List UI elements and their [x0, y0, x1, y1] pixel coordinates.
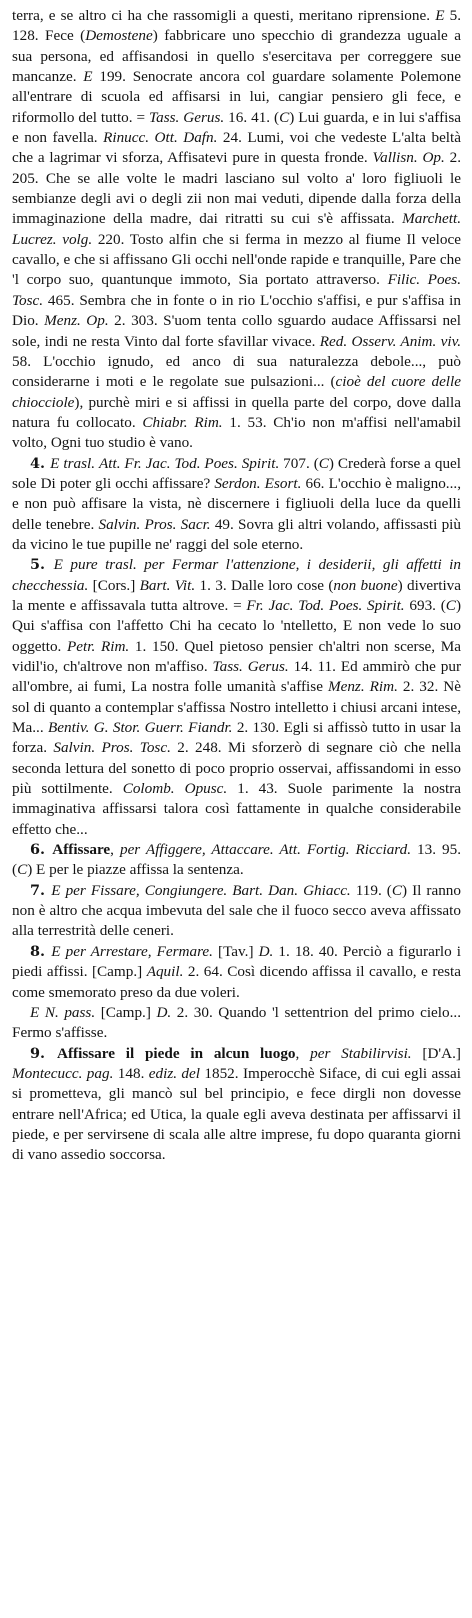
text-run: 2. 205. Che se alle volte le madri lasciano sul volto a' loro figliuoli le sembianze degli avi o degli zii non mai veduti, dipende dalla forza della immaginazione della madre, dai ritratti su cui s'è affissata. — [12, 149, 461, 228]
italic-text: D. — [156, 1003, 172, 1021]
italic-text: Petr. Rim. — [67, 637, 130, 655]
headword: Affissare il piede in alcun luogo — [57, 1044, 296, 1062]
italic-text: Menz. Op. — [44, 312, 109, 330]
italic-text: C — [318, 454, 329, 472]
text-run: 2. 248. Mi sforzerò di segnare ciò che nella seconda lettura del sonetto di poco proprio osservai, affissandomi in esso più sottilmente. — [12, 739, 461, 798]
text-run: 14. 11. Ed ammirò che pur all'ombre, ai fumi, La nostra folle umanità s'affise — [12, 658, 461, 696]
italic-text: E — [83, 68, 93, 86]
italic-text: Tass. Gerus. — [212, 658, 289, 675]
text-run: 1. 18. 40. Perciò a figurarlo i piedi affissi. [Camp.] — [12, 942, 461, 981]
text-run: 1852. Imperocchè Siface, di cui egli assai si prometteva, gli mancò sul bel principio, e fece dirgli non dovesse entrare nell'Africa; ed Utica, la quale egli aveva destinata per affissarvi il piede, e per servirsene di scala alle altre imprese, fu dopo quaranta giorni di vano assedio soccorsa. — [12, 1064, 461, 1164]
italic-text: cioè del cuore delle chiocciole — [12, 373, 461, 411]
entry-paragraph — [12, 881, 461, 942]
italic-text: Bentiv. G. Stor. Guerr. Fiandr. — [47, 719, 233, 737]
text-run: 13. 95. ( — [12, 841, 462, 879]
italic-text: D. — [258, 942, 274, 960]
text-run: ), purchè miri e si affissi in quella parte del corpo, dove dalla natura fu collocato. — [12, 393, 461, 431]
text-run: [Tav.] — [212, 942, 259, 960]
text-run: [D'A.] — [411, 1044, 461, 1062]
italic-text: Bart. Vit. — [139, 576, 196, 594]
sense-number: 6. — [30, 841, 53, 859]
italic-text: E — [435, 7, 445, 24]
text-run: 16. 41. ( — [224, 108, 280, 126]
entry-paragraph — [12, 1003, 461, 1044]
text-run: , — [295, 1044, 311, 1062]
text-run: 220. Tosto alfin che si ferma in mezzo al fiume Il veloce cavallo, e che si affissano Gli occhi nell'onde rapide e tranquille, Pare che 'l corpo suo, quantunque immoto, Sia portato attraverso. — [12, 230, 461, 289]
text-run: ) E per le piazze affissa la sentenza. — [27, 861, 244, 879]
italic-text: C — [391, 881, 403, 899]
italic-text: Chiabr. Rim. — [142, 413, 223, 431]
text-run: ) divertiva la mente e affissavala tutta altrove. = — [12, 576, 462, 614]
italic-text: Fr. Jac. Tod. Poes. Spirit. — [246, 596, 405, 614]
italic-text: Montecucc. pag. — [12, 1064, 114, 1082]
entry-paragraph — [12, 6, 461, 454]
entry-paragraph — [12, 1044, 461, 1166]
text-run: 199. Senocrate ancora col guardare solamente Polemone all'entrare di scuola ed affisarsi in lui, cangiar pensiero gli fece, e riformollo del tutto. = — [12, 68, 461, 126]
italic-text: C — [445, 596, 456, 614]
text-run: 1. 53. Ch'io non m'affisi nell'amabil volto, Ogni tuo studio è vano. — [12, 413, 462, 452]
entry-paragraph — [12, 840, 461, 881]
text-run: 1. 150. Quel pietoso pensier ch'altri non scerse, Ma vidil'io, ch'altrove non m'affiso. — [12, 637, 461, 675]
text-run: 465. Sembra che in fonte o in rio L'occhio s'affisi, e pur s'affisa in Dio. — [12, 291, 461, 330]
italic-text: Tass. Gerus. — [149, 108, 225, 126]
text-run: 1. 3. Dalle loro cose ( — [195, 576, 334, 594]
italic-text: Demostene — [85, 27, 153, 45]
italic-text: C — [279, 108, 290, 126]
sense-number: 5. — [30, 556, 54, 574]
italic-text: E per Arrestare, Fermare. — [51, 942, 213, 960]
italic-text: Red. Osserv. Anim. viv. — [319, 332, 461, 350]
italic-text: Marchett. Lucrez. volg. — [12, 210, 461, 248]
italic-text: ediz. del — [148, 1064, 200, 1082]
entry-paragraph — [12, 555, 461, 840]
text-run: , — [110, 841, 120, 859]
italic-text: E pure trasl. per Fermar l'attenzione, i desiderii, gli affetti in checchessia. — [12, 556, 461, 594]
text-run: 1. 43. Suole parimente la nostra immaginativa affissarsi talora così fattamente in qualche considerabile effetto che... — [12, 780, 461, 838]
text-run: ) fabbricare uno specchio di grandezza uguale a sua persona, ed affisandosi in quello s'esercitava per correggere sue mancanze. — [12, 27, 461, 86]
sense-number: 7. — [30, 881, 52, 899]
sense-number: 9. — [30, 1044, 58, 1062]
text-run: 5. 128. Fece ( — [12, 7, 462, 45]
italic-text: E per Fissare, Congiungere. Bart. Dan. Ghiacc. — [51, 881, 351, 899]
text-run: 2. 130. Egli si affissò tutto in usar la forza. — [12, 719, 461, 757]
text-run: 693. ( — [404, 596, 446, 614]
italic-text: Colomb. Opusc. — [122, 780, 228, 798]
text-run: terra, e se altro ci ha che rassomigli a questi, meritano riprensione. — [12, 7, 436, 24]
italic-text: Vallisn. Op. — [372, 149, 445, 167]
italic-text: Aquil. — [146, 963, 184, 981]
italic-text: per Affiggere, Attaccare. Att. Fortig. Ricciard. — [119, 841, 412, 859]
italic-text: Salvin. Pros. Tosc. — [53, 739, 171, 757]
italic-text: Menz. Rim. — [327, 678, 398, 696]
text-run: 2. 64. Così dicendo affissa il cavallo, e resta come smemorato preso da due voleri. — [12, 963, 461, 1001]
text-run: 2. 303. S'uom tenta collo sguardo audace Affissarsi nel sole, indi ne resta Vinto dal forte sfavillar vivace. — [12, 312, 461, 350]
italic-text: non buone — [333, 576, 398, 594]
text-run: 2. 32. Nè sol di quanto a contemplar s'affissa Nostro intelletto i chiusi arcani intese, Ma... — [12, 678, 461, 737]
italic-text: Att. Fr. Jac. Tod. Poes. Spirit. — [98, 454, 280, 472]
italic-text: per Stabilirvisi. — [310, 1044, 412, 1062]
headword: Affissare — [52, 841, 111, 859]
text-run: [Camp.] — [95, 1003, 157, 1021]
text-run: 49. Sovra gli altri volando, affissasti più da vicino le tue pupille ne' raggi del sole eterno. — [12, 515, 461, 553]
sense-number: 4. — [30, 454, 51, 472]
italic-text: Rinucc. Ott. Dafn. — [103, 129, 218, 147]
entry-paragraph — [12, 454, 461, 556]
text-run: ) Crederà forse a quel sole Di poter gli occhi affissare? — [12, 454, 462, 492]
italic-text: Serdon. Esort. — [214, 474, 302, 492]
italic-text: Filic. Poes. Tosc. — [12, 271, 461, 309]
entry-paragraph — [12, 942, 461, 1003]
text-run: 58. L'occhio ignudo, ed anco di sua naturalezza debole..., può considerarne i moti e le regolate sue pulsazioni... ( — [12, 352, 461, 391]
text-run: 148. — [113, 1064, 149, 1082]
text-run: ) Lui guarda, e in lui s'affisa e non favella. — [12, 108, 461, 147]
italic-text: E trasl. — [50, 454, 96, 472]
text-run: [Cors.] — [88, 576, 140, 594]
text-run: 66. L'occhio è maligno..., e non può affisare la vista, nè discernere i figliuoli della luce da quelli delle tenebre. — [12, 474, 461, 533]
sense-number: 8. — [30, 942, 52, 960]
text-run: 2. 30. Quando 'l settentrion del primo cielo... Fermo s'affisse. — [12, 1003, 461, 1042]
text-run: ) Qui s'affisa con l'affetto Chi ha cecato lo 'ntelletto, E non vede lo suo oggetto. — [12, 596, 461, 655]
italic-text: C — [17, 861, 28, 879]
italic-text: Salvin. Pros. Sacr. — [98, 515, 211, 533]
italic-text: E N. pass. — [30, 1003, 96, 1021]
text-run: 707. ( — [279, 454, 319, 472]
text-run: 24. Lumi, voi che vedeste L'alta beltà che a lagrimar vi sforza, Affisatevi pure in questa fronde. — [12, 129, 461, 167]
text-run: 119. ( — [350, 881, 392, 899]
text-run: ) Il ranno non è altro che acqua imbevuta del sale che il fuoco secco aveva affissato alla terrestrità delle ceneri. — [12, 881, 461, 940]
